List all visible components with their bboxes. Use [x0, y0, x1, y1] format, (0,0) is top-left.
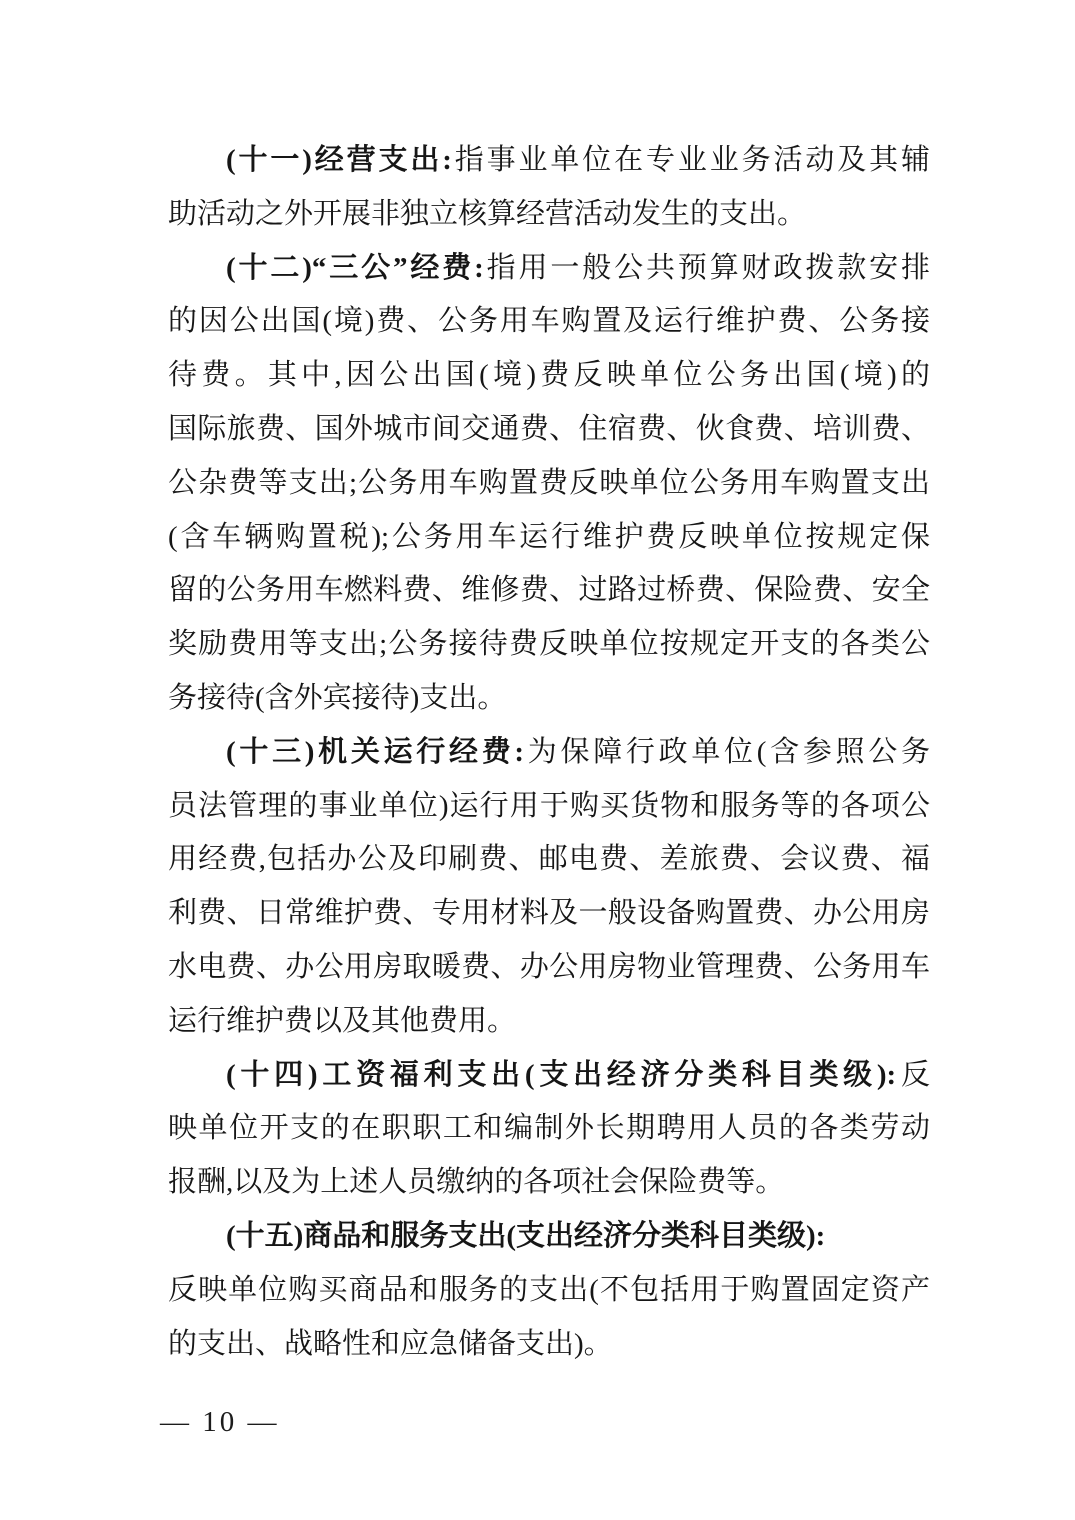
text-line: [168, 188, 930, 242]
paragraph-heading-run: (十四)工资福利支出(支出经济分类科目类级):: [226, 1058, 897, 1091]
text-line: [168, 941, 930, 995]
paragraph-body-run: 员法管理的事业单位)运行用于购买货物和服务等的各项公: [168, 789, 930, 822]
paragraph-body-run: 留的公务用车燃料费、维修费、过路过桥费、保险费、安全: [168, 574, 930, 607]
text-line: [168, 295, 930, 349]
text-line: [168, 1102, 930, 1156]
paragraph-body-run: 助活动之外开展非独立核算经营活动发生的支出。: [168, 197, 807, 230]
text-line: [168, 242, 930, 296]
text-line: [168, 564, 930, 618]
text-line: [168, 1049, 930, 1103]
paragraph-body-run: 务接待(含外宾接待)支出。: [168, 681, 507, 714]
paragraph-body-run: 用经费,包括办公及印刷费、邮电费、差旅费、会议费、福: [168, 843, 930, 876]
paragraph-heading-run: (十三)机关运行经费:: [226, 735, 525, 768]
text-line: [168, 1210, 930, 1264]
paragraph-body-run: 奖励费用等支出;公务接待费反映单位按规定开支的各类公: [168, 628, 930, 661]
paragraph-body-run: 报酬,以及为上述人员缴纳的各项社会保险费等。: [168, 1166, 785, 1199]
paragraph-body-run: 的支出、战略性和应急储备支出)。: [168, 1327, 613, 1360]
text-line: [168, 672, 930, 726]
text-line: [168, 833, 930, 887]
page-number: — 10 —: [160, 1406, 280, 1438]
paragraph-body-run: 公杂费等支出;公务用车购置费反映单位公务用车购置支出: [168, 466, 930, 499]
text-line: [168, 403, 930, 457]
paragraph-heading-run: (十一)经营支出:: [226, 144, 452, 176]
paragraph-body-run: 利费、日常维护费、专用材料及一般设备购置费、办公用房: [168, 897, 930, 930]
paragraph-body-run: 指用一般公共预算财政拨款安排: [483, 251, 930, 284]
paragraph-body-run: 指事业单位在专业业务活动及其辅: [451, 144, 930, 176]
text-line: [168, 349, 930, 403]
paragraph-heading-run: (十二)“三公”经费:: [226, 251, 484, 284]
text-line: [168, 780, 930, 834]
text-block: [168, 134, 930, 1371]
text-line: [168, 618, 930, 672]
paragraph-body-run: 运行维护费以及其他费用。: [168, 1004, 517, 1037]
paragraph-body-run: 水电费、办公用房取暖费、办公用房物业管理费、公务用车: [168, 950, 930, 983]
paragraph-body-run: 反映单位购买商品和服务的支出(不包括用于购置固定资产: [168, 1273, 930, 1306]
paragraph-body-run: (含车辆购置税);公务用车运行维护费反映单位按规定保: [168, 520, 930, 553]
paragraph-body-run: 国际旅费、国外城市间交通费、住宿费、伙食费、培训费、: [168, 412, 930, 445]
text-line: [168, 887, 930, 941]
text-line: [168, 1318, 930, 1372]
paragraph-body-run: 待费。其中,因公出国(境)费反映单位公务出国(境)的: [168, 359, 930, 392]
text-line: [168, 1156, 930, 1210]
text-line: [168, 726, 930, 780]
paragraph-body-run: 为保障行政单位(含参照公务: [524, 735, 930, 768]
text-line: [168, 1264, 930, 1318]
text-line: [168, 995, 930, 1049]
text-line: [168, 457, 930, 511]
text-line: [168, 511, 930, 565]
paragraph-body-run: 反: [896, 1058, 930, 1091]
paragraph-body-run: 的因公出国(境)费、公务用车购置及运行维护费、公务接: [168, 305, 930, 338]
paragraph-body-run: 映单位开支的在职职工和编制外长期聘用人员的各类劳动: [168, 1112, 930, 1145]
text-line: [168, 134, 930, 188]
paragraph-heading-run: (十五)商品和服务支出(支出经济分类科目类级):: [226, 1219, 826, 1252]
